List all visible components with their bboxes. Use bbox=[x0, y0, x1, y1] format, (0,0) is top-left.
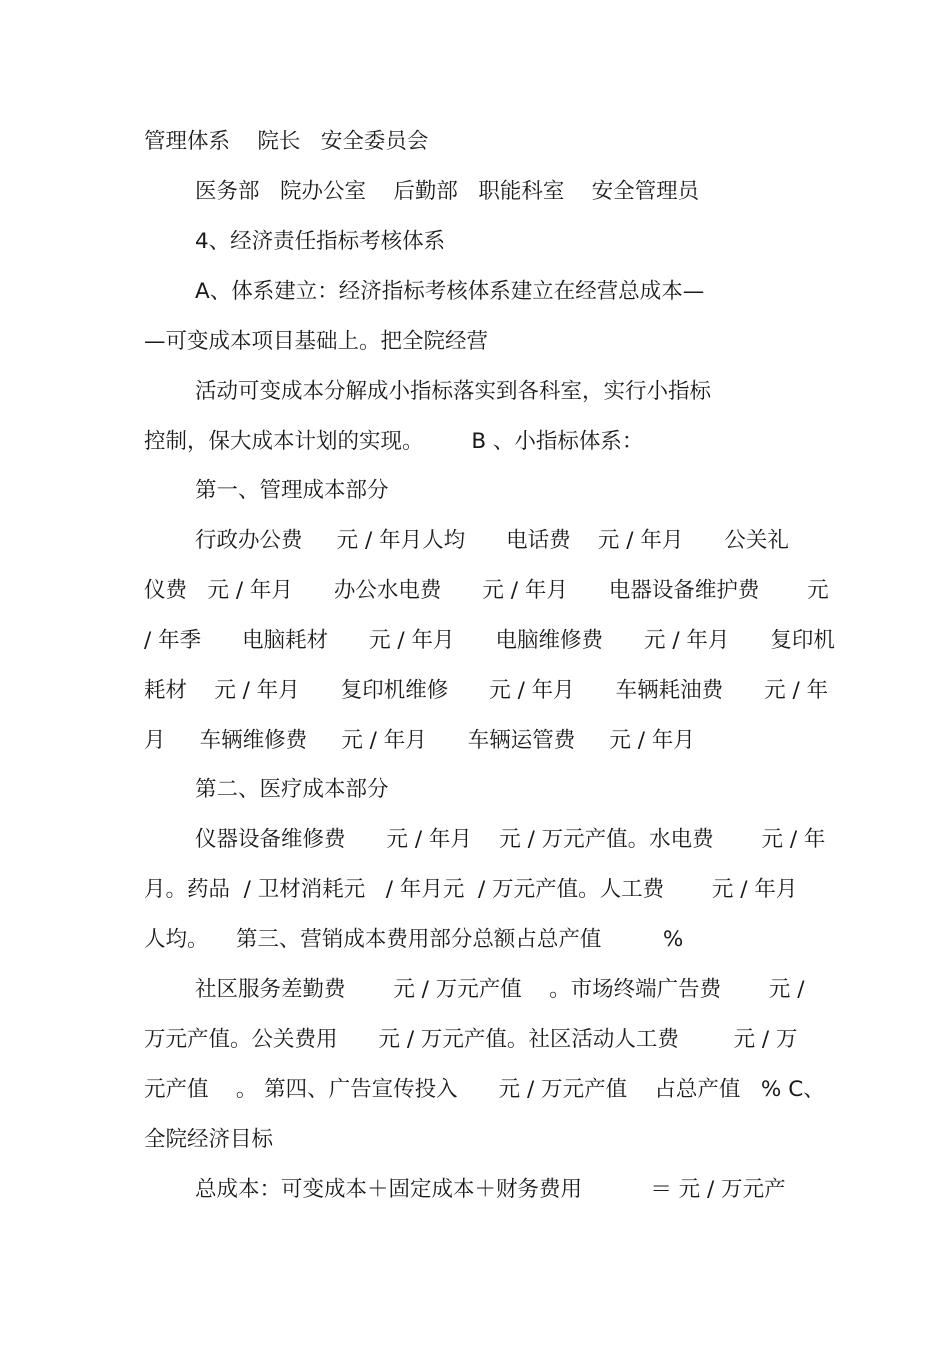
text-line: 医务部 院办公室 后勤部 职能科室 安全管理员 bbox=[195, 179, 700, 204]
text-line: 人均。 第三、营销成本费用部分总额占总产值 % bbox=[144, 927, 684, 952]
text-line: 仪费 元 / 年月 办公水电费 元 / 年月 电器设备维护费 元 bbox=[144, 578, 829, 603]
text-line: 管理体系 院长 安全委员会 bbox=[144, 129, 429, 154]
text-line: 仪器设备维修费 元 / 年月 元 / 万元产值。水电费 元 / 年 bbox=[195, 827, 826, 852]
text-line: 元产值 。 第四、广告宣传投入 元 / 万元产值 占总产值 % C、 bbox=[144, 1077, 825, 1102]
text-line: 月。药品 / 卫材消耗元 / 年月元 / 万元产值。人工费 元 / 年月 bbox=[144, 877, 798, 902]
text-line: 总成本：可变成本＋固定成本＋财务费用 ＝ 元 / 万元产 bbox=[195, 1177, 786, 1202]
text-line: 社区服务差勤费 元 / 万元产值 。市场终端广告费 元 / bbox=[195, 977, 805, 1002]
text-line: 月 车辆维修费 元 / 年月 车辆运管费 元 / 年月 bbox=[144, 728, 695, 753]
text-line: 活动可变成本分解成小指标落实到各科室，实行小指标 bbox=[195, 379, 712, 404]
text-line: 行政办公费 元 / 年月人均 电话费 元 / 年月 公关礼 bbox=[195, 528, 789, 553]
text-line: A、体系建立：经济指标考核体系建立在经营总成本— bbox=[195, 279, 705, 304]
section-heading: 第一、管理成本部分 bbox=[195, 478, 389, 503]
text-line: 耗材 元 / 年月 复印机维修 元 / 年月 车辆耗油费 元 / 年 bbox=[144, 678, 829, 703]
text-line: —可变成本项目基础上。把全院经营 bbox=[144, 329, 489, 354]
text-line: 万元产值。公关费用 元 / 万元产值。社区活动人工费 元 / 万 bbox=[144, 1027, 798, 1052]
section-heading: 第二、医疗成本部分 bbox=[195, 777, 389, 802]
text-line: / 年季 电脑耗材 元 / 年月 电脑维修费 元 / 年月 复印机 bbox=[144, 628, 835, 653]
text-line: 控制，保大成本计划的实现。 B 、小指标体系： bbox=[144, 429, 644, 454]
text-line: 全院经济目标 bbox=[144, 1127, 274, 1152]
text-line: 4、经济责任指标考核体系 bbox=[195, 229, 446, 254]
